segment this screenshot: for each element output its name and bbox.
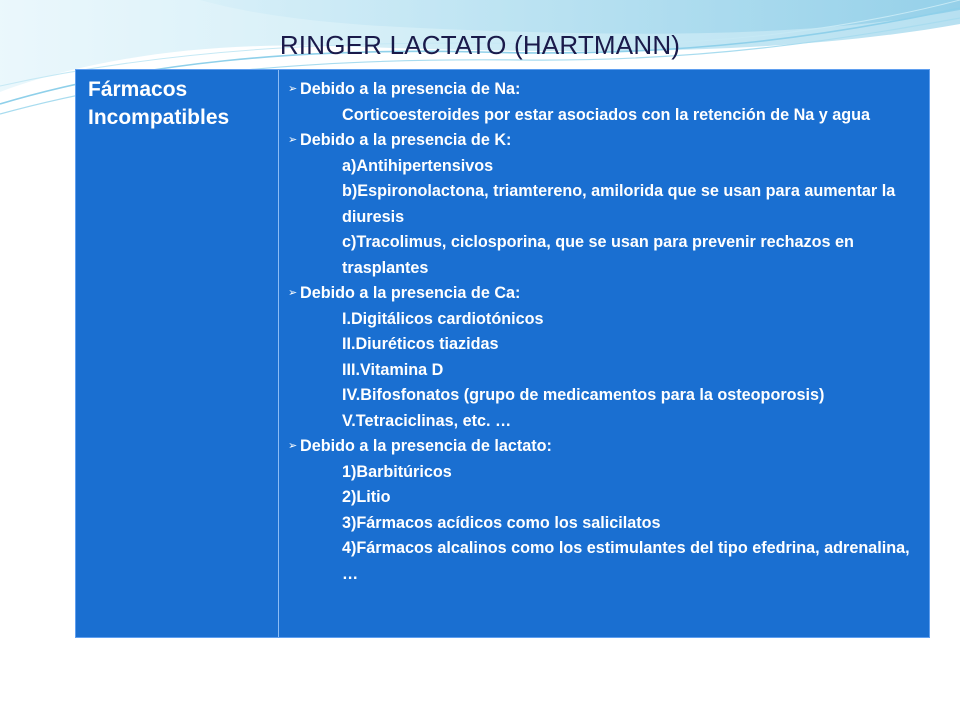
group-heading-row xyxy=(288,281,923,307)
group-potassium xyxy=(288,128,923,281)
table-header-cell xyxy=(76,70,279,637)
group-heading-row xyxy=(288,434,923,460)
list-item: 3)Fármacos acídicos como los salicilatos xyxy=(342,513,661,532)
list-item: a)Antihipertensivos xyxy=(342,156,494,175)
list-item: I.Digitálicos cardiotónicos xyxy=(342,309,544,328)
group-items xyxy=(288,460,923,588)
table-header-label: Fármacos Incompatibles xyxy=(88,78,230,129)
arrow-bullet-icon: ➢ xyxy=(288,83,298,95)
group-heading: Debido a la presencia de Na: xyxy=(300,80,521,98)
list-item: V.Tetraciclinas, etc. … xyxy=(342,411,512,430)
group-heading: Debido a la presencia de K: xyxy=(300,131,512,149)
list-item: Corticoesteroides por estar asociados con la retención de Na y agua xyxy=(342,105,871,124)
list-item: 4)Fármacos alcalinos como los estimulantes del tipo efedrina, adrenalina, … xyxy=(342,539,910,583)
group-items xyxy=(288,307,923,435)
group-heading: Debido a la presencia de lactato: xyxy=(300,437,552,455)
arrow-bullet-icon: ➢ xyxy=(288,440,298,452)
table-content-cell xyxy=(279,70,929,637)
group-items xyxy=(288,103,923,129)
slide-title: RINGER LACTATO (HARTMANN) xyxy=(279,30,681,60)
group-calcium xyxy=(288,281,923,434)
group-heading-row xyxy=(288,128,923,154)
arrow-bullet-icon: ➢ xyxy=(288,134,298,146)
list-item: 1)Barbitúricos xyxy=(342,462,452,481)
list-item: III.Vitamina D xyxy=(342,360,444,379)
group-lactate xyxy=(288,434,923,587)
list-item: c)Tracolimus, ciclosporina, que se usan para prevenir rechazos en trasplantes xyxy=(342,233,854,277)
incompatibilities-table xyxy=(75,69,930,638)
group-items xyxy=(288,154,923,282)
list-item: IV.Bifosfonatos (grupo de medicamentos para la osteoporosis) xyxy=(342,386,825,404)
group-heading: Debido a la presencia de Ca: xyxy=(300,284,521,302)
group-sodium xyxy=(288,77,923,128)
list-item: II.Diuréticos tiazidas xyxy=(342,335,499,353)
list-item: 2)Litio xyxy=(342,488,391,506)
arrow-bullet-icon: ➢ xyxy=(288,287,298,299)
list-item: b)Espironolactona, triamtereno, amilorida que se usan para aumentar la diuresis xyxy=(342,182,896,226)
group-heading-row xyxy=(288,77,923,103)
